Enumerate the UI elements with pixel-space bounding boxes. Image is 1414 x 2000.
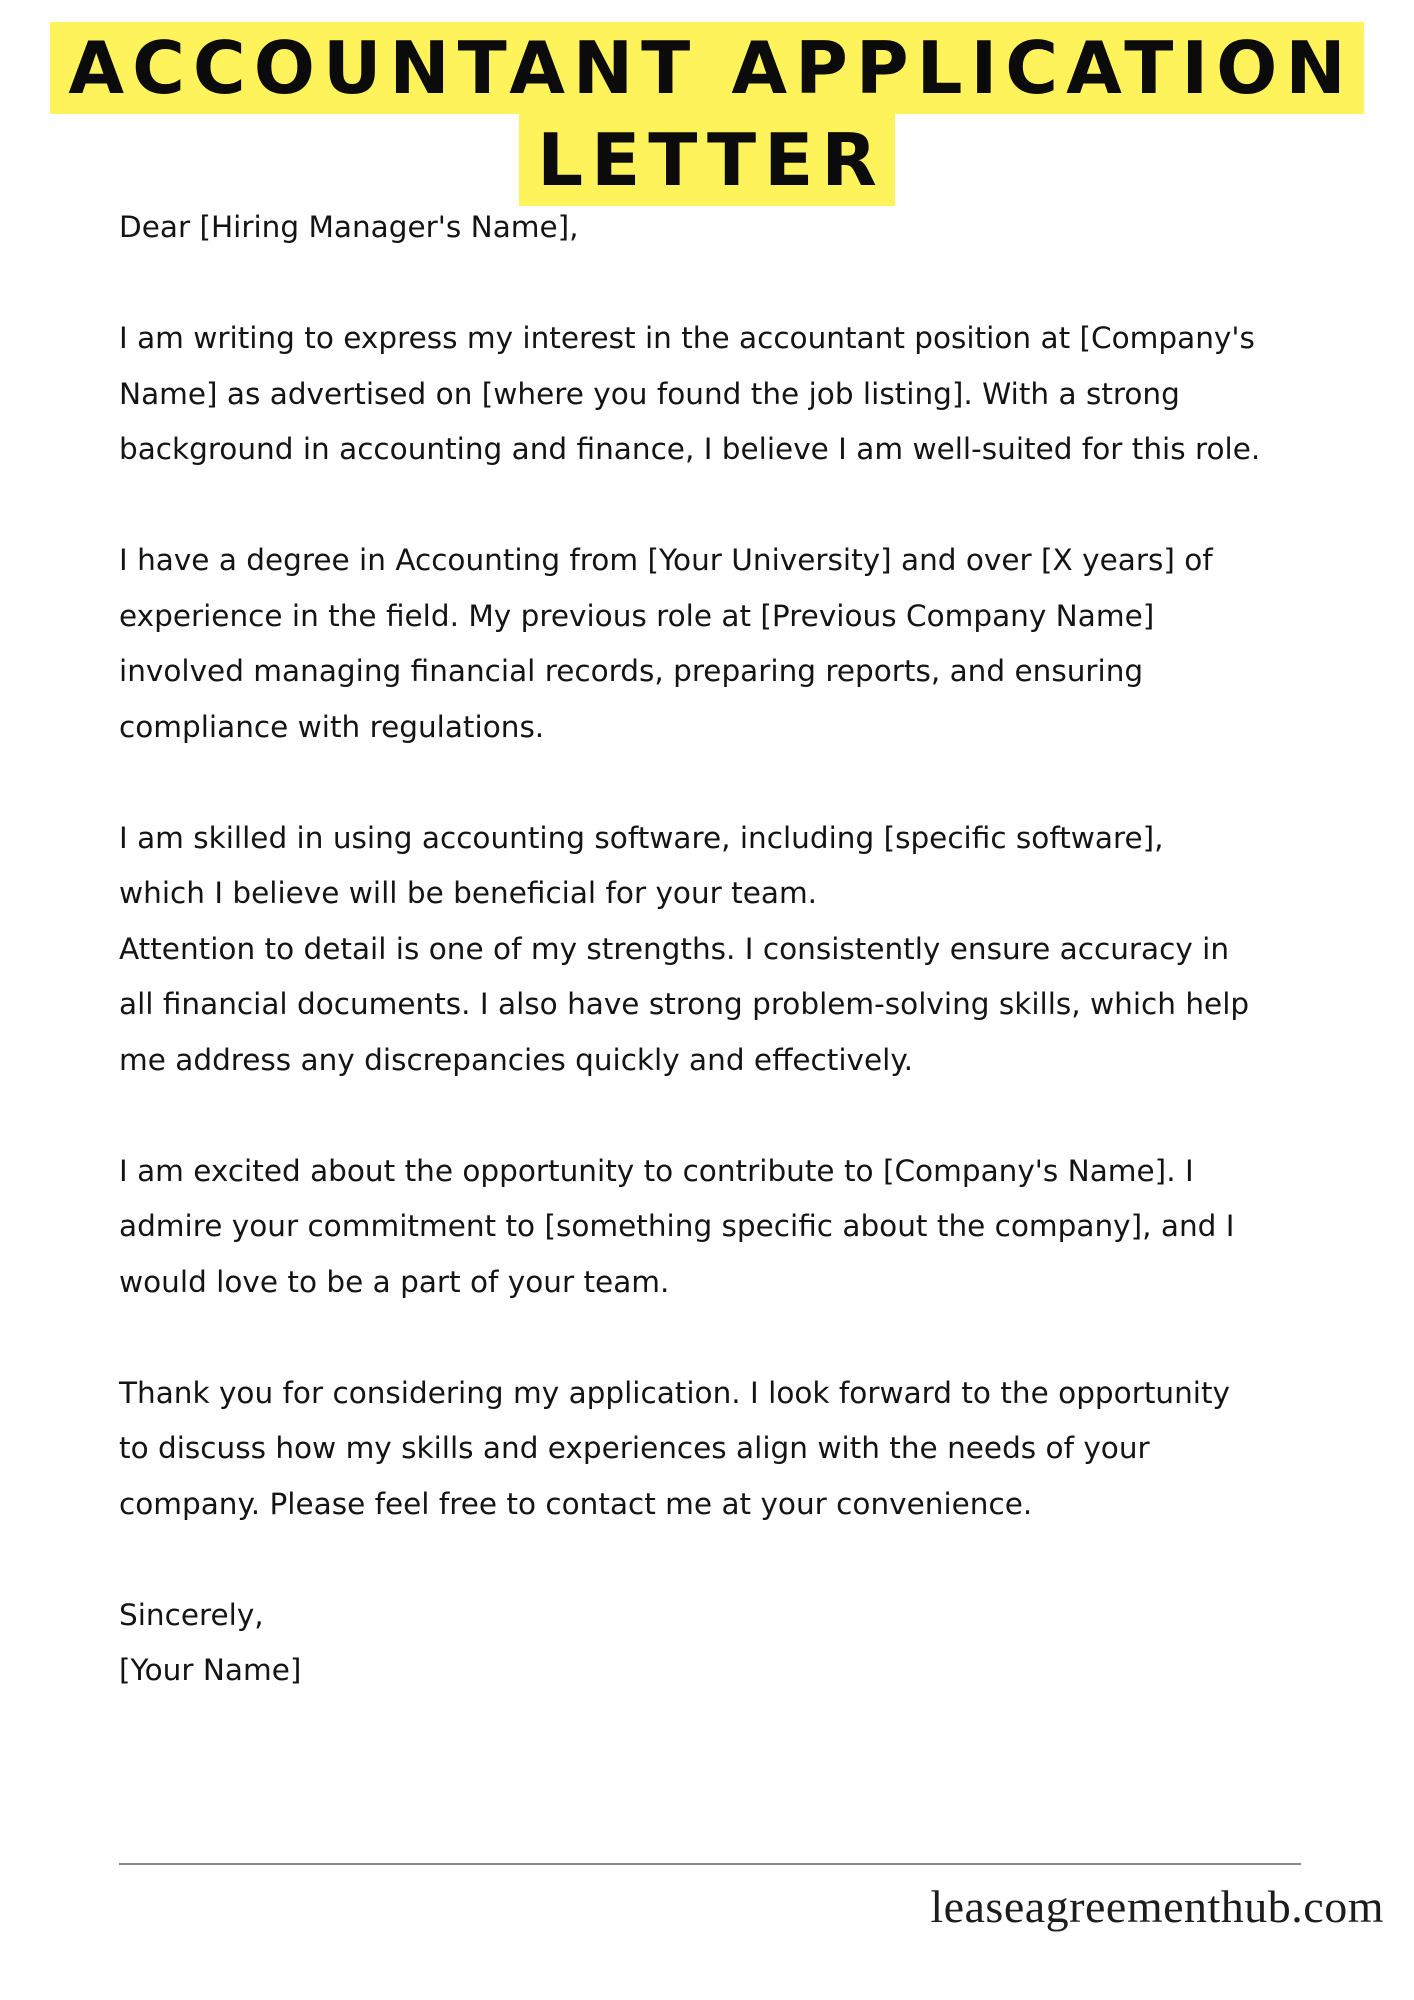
paragraph-line: I am excited about the opportunity to contribute to [Company's Name]. I (119, 1153, 1194, 1188)
letter-body (119, 200, 1309, 1699)
paragraph-5 (119, 1366, 1309, 1533)
paragraph-line: to discuss how my skills and experiences align with the needs of your (119, 1431, 1150, 1465)
paragraph-line: I am skilled in using accounting software, including [specific software], (119, 820, 1164, 855)
paragraph-line: company. Please feel free to contact me at your convenience. (119, 1486, 1033, 1521)
paragraph-line: I have a degree in Accounting from [Your University] and over [X years] of (119, 543, 1213, 577)
paragraph-4 (119, 1144, 1309, 1311)
footer-website: leaseagreementhub.com (930, 1881, 1384, 1932)
paragraph-3 (119, 811, 1309, 1089)
paragraph-line: all financial documents. I also have strong problem-solving skills, which help (119, 987, 1250, 1021)
paragraph-line: which I believe will be beneficial for your team. (119, 876, 818, 910)
paragraph-line: Attention to detail is one of my strengths. I consistently ensure accuracy in (119, 931, 1230, 966)
paragraph-line: me address any discrepancies quickly and effectively. (119, 1042, 913, 1077)
paragraph-line: involved managing financial records, preparing reports, and ensuring (119, 654, 1144, 688)
title-line-2: LETTER (519, 114, 895, 206)
letter-title (0, 22, 1414, 206)
paragraph-line: I am writing to express my interest in the accountant position at [Company's (119, 321, 1255, 355)
paragraph-line: experience in the field. My previous role at [Previous Company Name] (119, 598, 1155, 633)
paragraph-line: admire your commitment to [something specific about the company], and I (119, 1209, 1235, 1243)
paragraph-line: Name] as advertised on [where you found the job listing]. With a strong (119, 376, 1180, 411)
title-line-1: ACCOUNTANT APPLICATION (50, 22, 1363, 114)
paragraph-line: background in accounting and finance, I believe I am well-suited for this role. (119, 432, 1261, 466)
signature: [Your Name] (119, 1653, 302, 1687)
closing: Sincerely, (119, 1597, 264, 1632)
paragraph-line: Thank you for considering my application. I look forward to the opportunity (119, 1375, 1231, 1410)
paragraph-1 (119, 311, 1309, 478)
salutation: Dear [Hiring Manager's Name], (119, 210, 579, 244)
footer-divider (119, 1863, 1301, 1865)
paragraph-line: compliance with regulations. (119, 709, 545, 744)
paragraph-line: would love to be a part of your team. (119, 1264, 670, 1299)
paragraph-2 (119, 533, 1309, 755)
